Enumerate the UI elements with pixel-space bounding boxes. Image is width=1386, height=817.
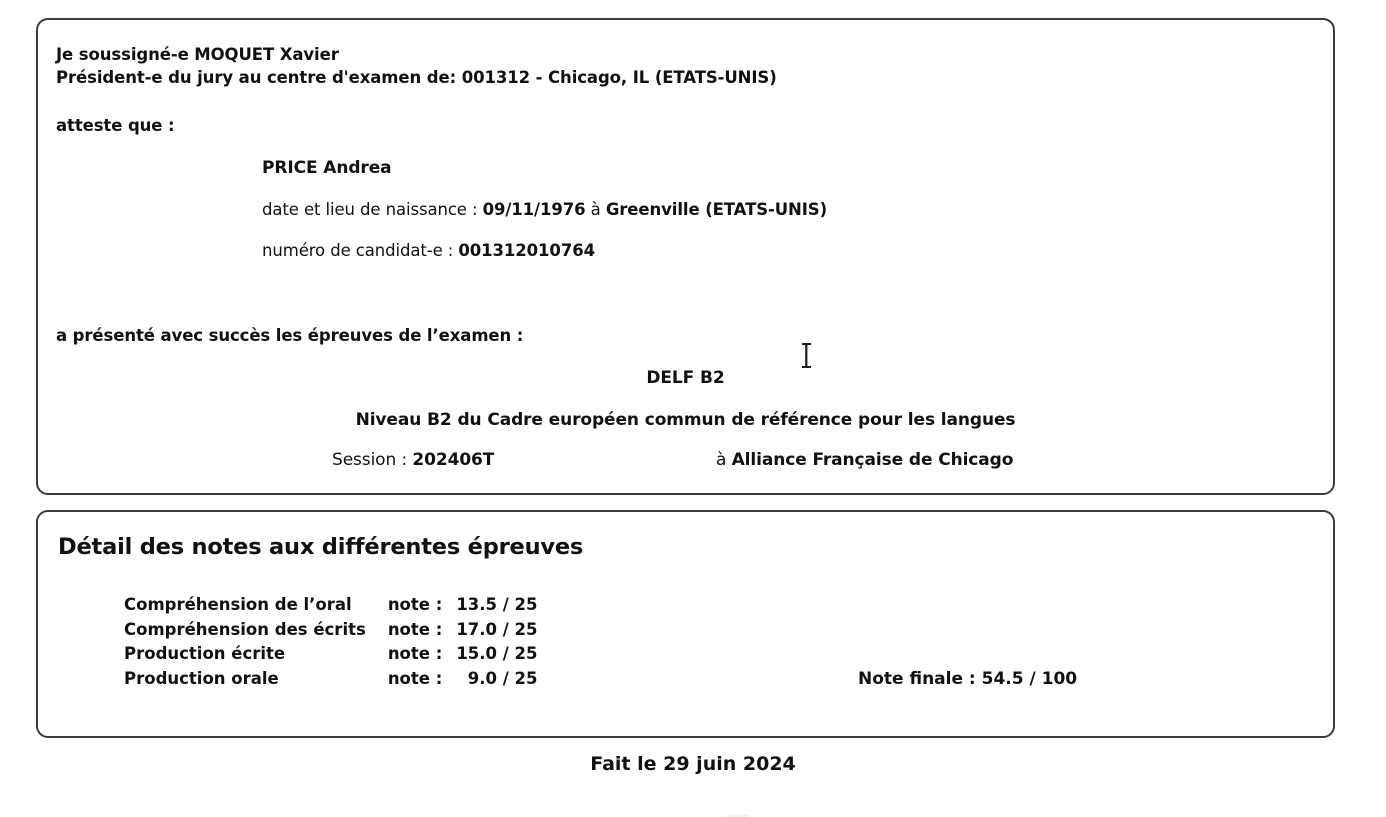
- attestation-card: [36, 18, 1335, 495]
- skill-name: Compréhension de l’oral: [124, 595, 352, 614]
- note-score: 9.0 / 25: [467, 668, 538, 688]
- candidate-birth-line: [262, 202, 827, 219]
- skill-name: Compréhension des écrits: [124, 619, 366, 639]
- note-label: note :: [387, 668, 443, 688]
- location-line: [716, 452, 1013, 469]
- birth-date: 09/11/1976: [482, 200, 586, 219]
- success-label: a présenté avec succès les épreuves de l’examen :: [56, 326, 524, 345]
- location-connector: à: [716, 450, 732, 470]
- skill-name: Production orale: [124, 668, 279, 688]
- signer-role: Président-e du jury au centre d'examen de: 001312 - Chicago, IL (ETATS-UNIS): [56, 68, 777, 87]
- birth-place: Greenville (ETATS-UNIS): [605, 200, 828, 219]
- table-row: [124, 646, 538, 671]
- note-score: 15.0 / 25: [456, 644, 538, 663]
- exam-level: Niveau B2 du Cadre européen commun de référence pour les langues: [355, 410, 1016, 430]
- note-label: note :: [387, 619, 443, 639]
- table-row: [124, 622, 538, 647]
- note-score: 13.5 / 25: [456, 595, 538, 614]
- notes-table-body: [124, 597, 538, 695]
- skill-name: Production écrite: [124, 644, 286, 663]
- attests-label: atteste que :: [56, 116, 175, 135]
- table-row: [124, 671, 538, 696]
- session-label: Session :: [332, 450, 413, 470]
- birth-connector: à: [585, 200, 606, 219]
- session-line: [332, 452, 494, 469]
- notes-table: [124, 597, 538, 695]
- location-value: Alliance Française de Chicago: [731, 450, 1014, 470]
- signer-name: Je soussigné-e MOQUET Xavier: [56, 45, 339, 64]
- text-ibeam-cursor: [801, 342, 812, 369]
- birth-label: date et lieu de naissance :: [262, 200, 483, 219]
- session-value: 202406T: [412, 450, 495, 470]
- note-label: note :: [387, 595, 443, 614]
- note-label: note :: [387, 644, 443, 663]
- candidate-name: PRICE Andrea: [262, 158, 392, 178]
- candidate-number-value: 001312010764: [458, 241, 595, 260]
- notes-heading: Détail des notes aux différentes épreuves: [58, 534, 584, 560]
- exam-name: DELF B2: [646, 368, 725, 388]
- candidate-number-line: [262, 243, 595, 260]
- final-score: Note finale : 54.5 / 100: [858, 669, 1078, 689]
- note-score: 17.0 / 25: [456, 619, 538, 639]
- table-row: [124, 597, 538, 622]
- notes-card: [36, 510, 1335, 738]
- issue-date: Fait le 29 juin 2024: [590, 753, 796, 775]
- candidate-number-label: numéro de candidat-e :: [262, 241, 459, 260]
